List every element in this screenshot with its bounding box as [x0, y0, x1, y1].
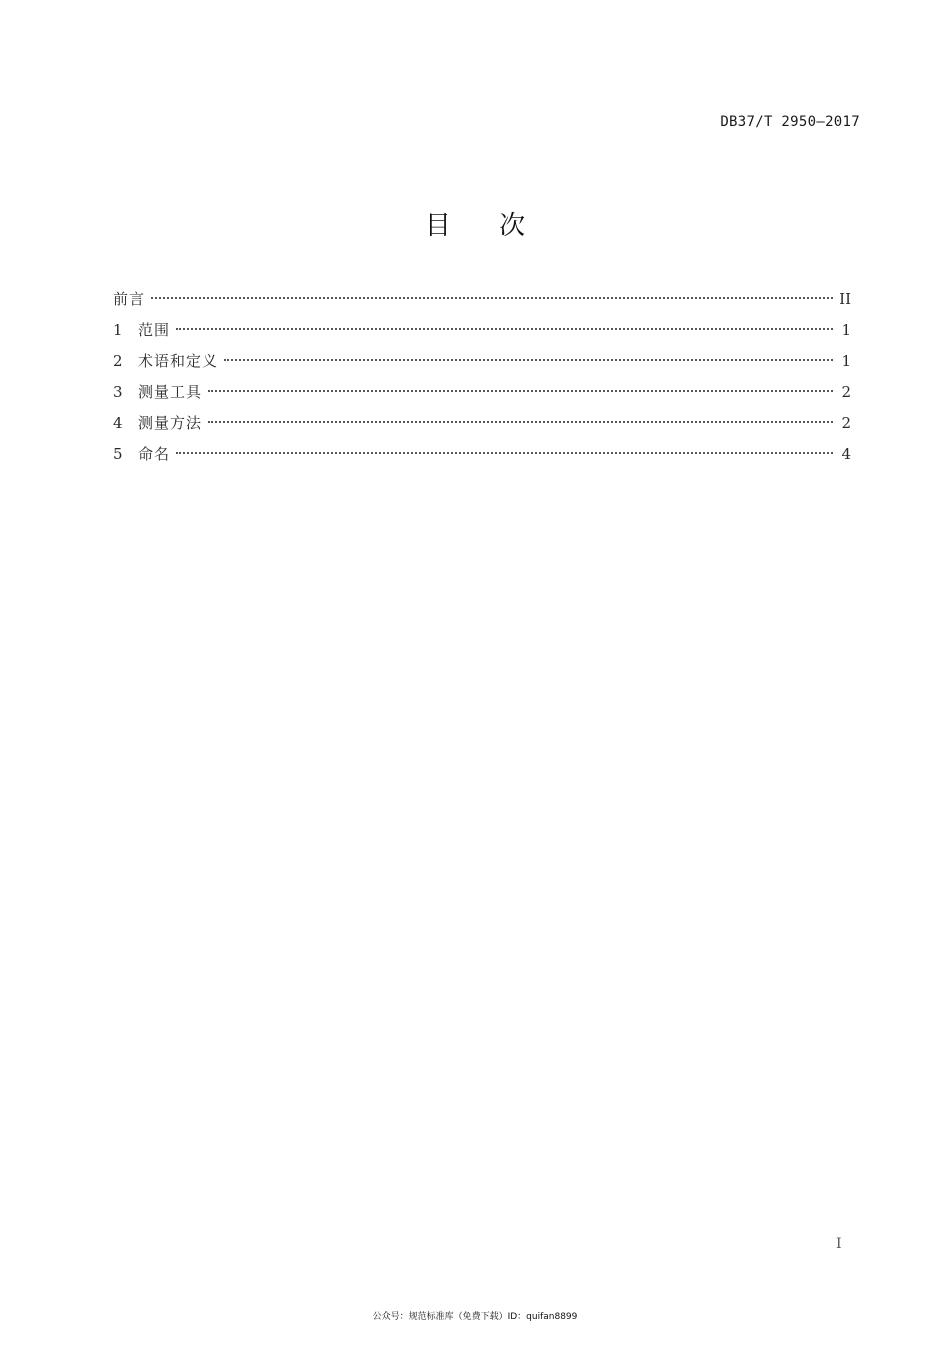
toc-entry-label: 术语和定义 [138, 352, 219, 370]
toc-entry-label: 前言 [113, 290, 146, 308]
footer-note: 公众号：规范标准库（免费下载）ID：quifan8899 [372, 1312, 578, 1322]
toc-entry-label: 命名 [138, 445, 171, 463]
toc-title: 目 次 [424, 211, 546, 241]
toc-entry-terms[interactable] [113, 346, 851, 377]
toc-entry-methods[interactable] [113, 408, 851, 439]
toc-dot-leader [176, 328, 833, 330]
toc-dot-leader [208, 390, 833, 392]
toc-entry-tools[interactable] [113, 377, 851, 408]
toc-entry-page: II [839, 290, 851, 308]
toc-entry-foreword[interactable] [113, 284, 851, 315]
page-number: I [836, 1236, 842, 1252]
toc-entry-number: 5 [113, 445, 123, 463]
toc-entry-number: 4 [113, 414, 123, 432]
toc-entry-number: 2 [113, 352, 123, 370]
toc-dot-leader [208, 421, 833, 423]
toc-dot-leader [176, 452, 833, 454]
toc-entry-page: 1 [841, 352, 851, 370]
toc-entry-number: 1 [113, 321, 123, 339]
toc-entry-label: 测量方法 [138, 414, 203, 432]
toc-entry-naming[interactable] [113, 439, 851, 470]
toc-entry-page: 2 [841, 383, 851, 401]
table-of-contents [113, 284, 851, 470]
toc-entry-number: 3 [113, 383, 123, 401]
toc-entry-label: 测量工具 [138, 383, 203, 401]
document-code: DB37/T 2950—2017 [720, 114, 860, 130]
toc-entry-scope[interactable] [113, 315, 851, 346]
toc-dot-leader [151, 297, 833, 299]
toc-entry-page: 2 [841, 414, 851, 432]
toc-dot-leader [224, 359, 833, 361]
toc-entry-label: 范围 [138, 321, 171, 339]
toc-entry-page: 1 [841, 321, 851, 339]
toc-entry-page: 4 [841, 445, 851, 463]
